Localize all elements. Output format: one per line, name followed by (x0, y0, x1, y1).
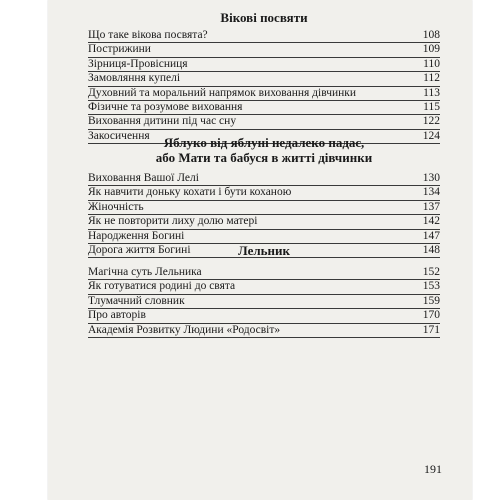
section-lelnyk (88, 243, 440, 338)
entry-page: 134 (422, 186, 440, 199)
toc-entry (88, 115, 440, 129)
section-yabluko (88, 135, 440, 258)
entry-title: Академія Розвитку Людини «Родосвіт» (88, 323, 281, 336)
toc-entry (88, 309, 440, 323)
entry-title: Що таке вікова посвята? (88, 28, 208, 41)
book-page (48, 0, 472, 500)
entry-page: 122 (422, 115, 440, 128)
entry-title: Тлумачний словник (88, 294, 185, 307)
entry-title: Виховання дитини під час сну (88, 115, 237, 128)
entry-page: 124 (422, 129, 440, 142)
entry-title: Як навчити доньку кохати і бути коханою (88, 186, 292, 199)
entry-page: 142 (422, 215, 440, 228)
entry-page: 108 (422, 28, 440, 41)
entry-title: Магічна суть Лельника (88, 265, 202, 278)
toc-entry (88, 266, 440, 280)
entry-page: 130 (422, 171, 440, 184)
entry-title: Дорога життя Богині (88, 243, 191, 256)
entry-title: Зірниця-Провісниця (88, 57, 188, 70)
entry-title: Закосичення (88, 129, 150, 142)
entry-page: 170 (422, 309, 440, 322)
toc-entry (88, 230, 440, 244)
toc-entry (88, 43, 440, 57)
entry-page: 109 (422, 43, 440, 56)
entry-title: Як не повторити лиху долю матері (88, 215, 258, 228)
toc-entry (88, 295, 440, 309)
section-vikovi-posviaty (88, 10, 440, 144)
entry-page: 171 (422, 323, 440, 336)
toc-entry (88, 201, 440, 215)
entry-page: 137 (422, 200, 440, 213)
toc-entry (88, 324, 440, 338)
toc-entry (88, 280, 440, 294)
toc-entry (88, 101, 440, 115)
section-title: або Мати та бабуся в житті дівчинки (155, 150, 373, 165)
entry-page: 113 (423, 86, 440, 99)
entry-title: Фізичне та розумове виховання (88, 100, 243, 113)
entry-page: 148 (422, 243, 440, 256)
header-bleed (48, 0, 472, 6)
entry-page: 115 (423, 100, 440, 113)
entry-page: 152 (422, 265, 440, 278)
toc-entry (88, 186, 440, 200)
toc-entry (88, 215, 440, 229)
entry-title: Як готуватися родині до свята (88, 280, 236, 293)
entry-title: Пострижини (88, 43, 151, 56)
entry-title: Народження Богині (88, 229, 185, 242)
toc-entry (88, 87, 440, 101)
toc-entry (88, 72, 440, 86)
page-number: 191 (424, 462, 442, 476)
section-title: Лельник (237, 243, 290, 258)
section-title: Яблуко від яблуні недалеко падає, (163, 135, 365, 150)
toc-entry (88, 172, 440, 186)
entry-page: 159 (422, 294, 440, 307)
entry-page: 112 (423, 72, 440, 85)
toc-entry (88, 58, 440, 72)
entry-page: 110 (423, 57, 440, 70)
section-title: Вікові посвяти (220, 10, 308, 25)
toc-entry (88, 29, 440, 43)
entry-title: Про авторів (88, 309, 146, 322)
entry-page: 147 (422, 229, 440, 242)
entry-page: 153 (422, 280, 440, 293)
entry-title: Жіночність (88, 200, 144, 213)
entry-title: Замовляння купелі (88, 72, 181, 85)
entry-title: Духовний та моральний напрямок виховання дівчинки (88, 86, 357, 99)
entry-title: Виховання Вашої Лелі (88, 171, 199, 184)
